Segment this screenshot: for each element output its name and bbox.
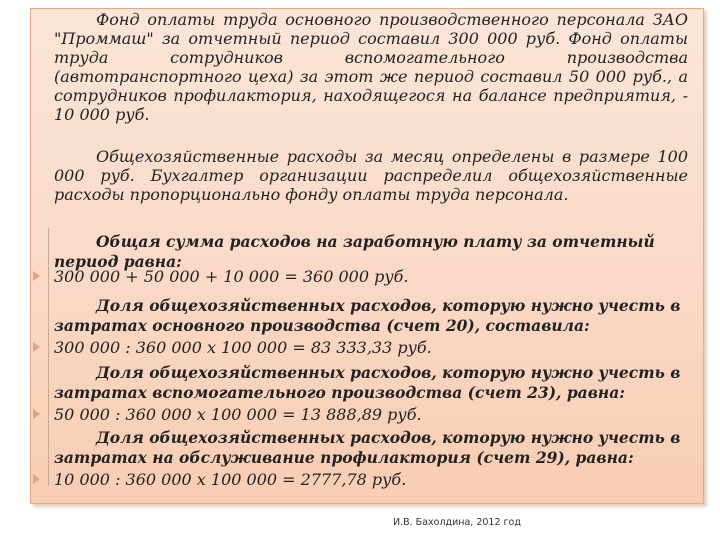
- calc-heading-4: [54, 428, 688, 468]
- calc-heading-1-text: Общая сумма расходов на заработную плату за отчетный период равна:: [54, 232, 655, 271]
- calc-formula-4: 10 000 : 360 000 x 100 000 = 2777,78 руб.: [54, 470, 407, 489]
- bullet-arrow-icon: [33, 342, 40, 352]
- bullet-divider: [48, 228, 49, 486]
- calc-formula-2: 300 000 : 360 000 x 100 000 = 83 333,33 руб.: [54, 338, 432, 357]
- calc-heading-1: [54, 232, 688, 272]
- calc-heading-3: [54, 363, 688, 403]
- calc-formula-1: 300 000 + 50 000 + 10 000 = 360 000 руб.: [54, 267, 409, 286]
- calc-formula-3: 50 000 : 360 000 x 100 000 = 13 888,89 руб.: [54, 405, 422, 424]
- calc-heading-2-text: Доля общехозяйственных расходов, которую нужно учесть в затратах основного производства (счет 20), составила:: [54, 296, 681, 335]
- bullet-arrow-icon: [33, 271, 40, 281]
- footer-author: И.В. Бахолдина, 2012 год: [393, 517, 521, 528]
- bullet-arrow-icon: [33, 409, 40, 419]
- intro-paragraph-1: [54, 10, 688, 124]
- calc-heading-3-text: Доля общехозяйственных расходов, которую нужно учесть в затратах вспомогательного производства (счет 23), равна:: [54, 363, 681, 402]
- calc-heading-4-text: Доля общехозяйственных расходов, которую нужно учесть в затратах на обслуживание профилактория (счет 29), равна:: [54, 428, 681, 467]
- intro-paragraph-1-text: Фонд оплаты труда основного производственного персонала ЗАО "Проммаш" за отчетный период составил 300 000 руб. Фонд оплаты труда сотрудников вспомогательного производства (автотранспортного цеха) за этот же период составил 50 000 руб., а сотрудников профилактория, находящегося на балансе предприятия, - 10 000 руб.: [54, 10, 688, 124]
- calc-heading-2: [54, 296, 688, 336]
- intro-paragraph-2-text: Общехозяйственные расходы за месяц определены в размере 100 000 руб. Бухгалтер организации распределил общехозяйственные расходы пропорционально фонду оплаты труда персонала.: [54, 147, 688, 204]
- intro-paragraph-2: [54, 147, 688, 204]
- bullet-arrow-icon: [33, 474, 40, 484]
